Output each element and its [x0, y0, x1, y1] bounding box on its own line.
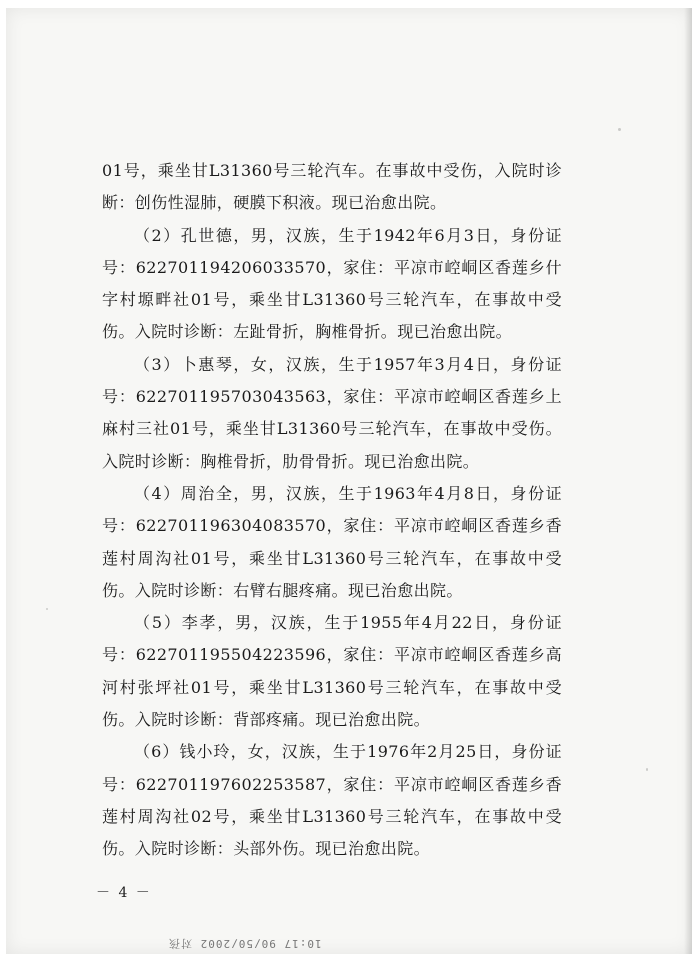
paragraph-person-3: （3）卜惠琴，女，汉族，生于1957年3月4日，身份证号：622701195703043563，家住：平凉市崆峒区香莲乡上麻村三社01号，乘坐甘L31360号三轮汽车，在事故中受伤。入院时诊断：胸椎骨折，肋骨骨折。现已治愈出院。	[102, 354, 562, 471]
paragraph-person-4: （4）周治全，男，汉族，生于1963年4月8日，身份证号：622701196304083570，家住：平凉市崆峒区香莲乡香莲村周沟社01号，乘坐甘L31360号三轮汽车，在事故中受伤。入院时诊断：右臂右腿疼痛。现已治愈出院。	[102, 483, 562, 600]
paragraph-person-6: （6）钱小玲，女，汉族，生于1976年2月25日，身份证号：622701197602253587，家住：平凉市崆峒区香莲乡香莲村周沟社02号，乘坐甘L31360号三轮汽车，在事故中受伤。入院时诊断：头部外伤。现已治愈出院。	[102, 742, 562, 859]
paragraph-continuation: 01号，乘坐甘L31360号三轮汽车。在事故中受伤，入院时诊断：创伤性湿肺，硬膜下积液。现已治愈出院。	[102, 161, 562, 213]
scan-speck	[46, 608, 48, 610]
paragraph-person-2: （2）孔世德，男，汉族，生于1942年6月3日，身份证号：622701194206033570，家住：平凉市崆峒区香莲乡什字村塬畔社01号，乘坐甘L31360号三轮汽车，在事故中受伤。入院时诊断：左趾骨折，胸椎骨折。现已治愈出院。	[102, 225, 562, 342]
document-page	[6, 8, 692, 954]
paragraph-person-5: （5）李孝，男，汉族，生于1955年4月22日，身份证号：622701195504223596，家住：平凉市崆峒区香莲乡高河村张坪社01号，乘坐甘L31360号三轮汽车，在事故中受伤。入院时诊断：背部疼痛。现已治愈出院。	[102, 613, 562, 730]
document-body	[102, 155, 562, 866]
page-number: － 4 －	[96, 885, 152, 901]
page-edge-shadow	[684, 8, 692, 954]
scan-speck	[618, 128, 621, 131]
scan-speck	[646, 768, 648, 771]
fax-timestamp: 10:17 90/50/2002 对孩	[168, 937, 322, 950]
